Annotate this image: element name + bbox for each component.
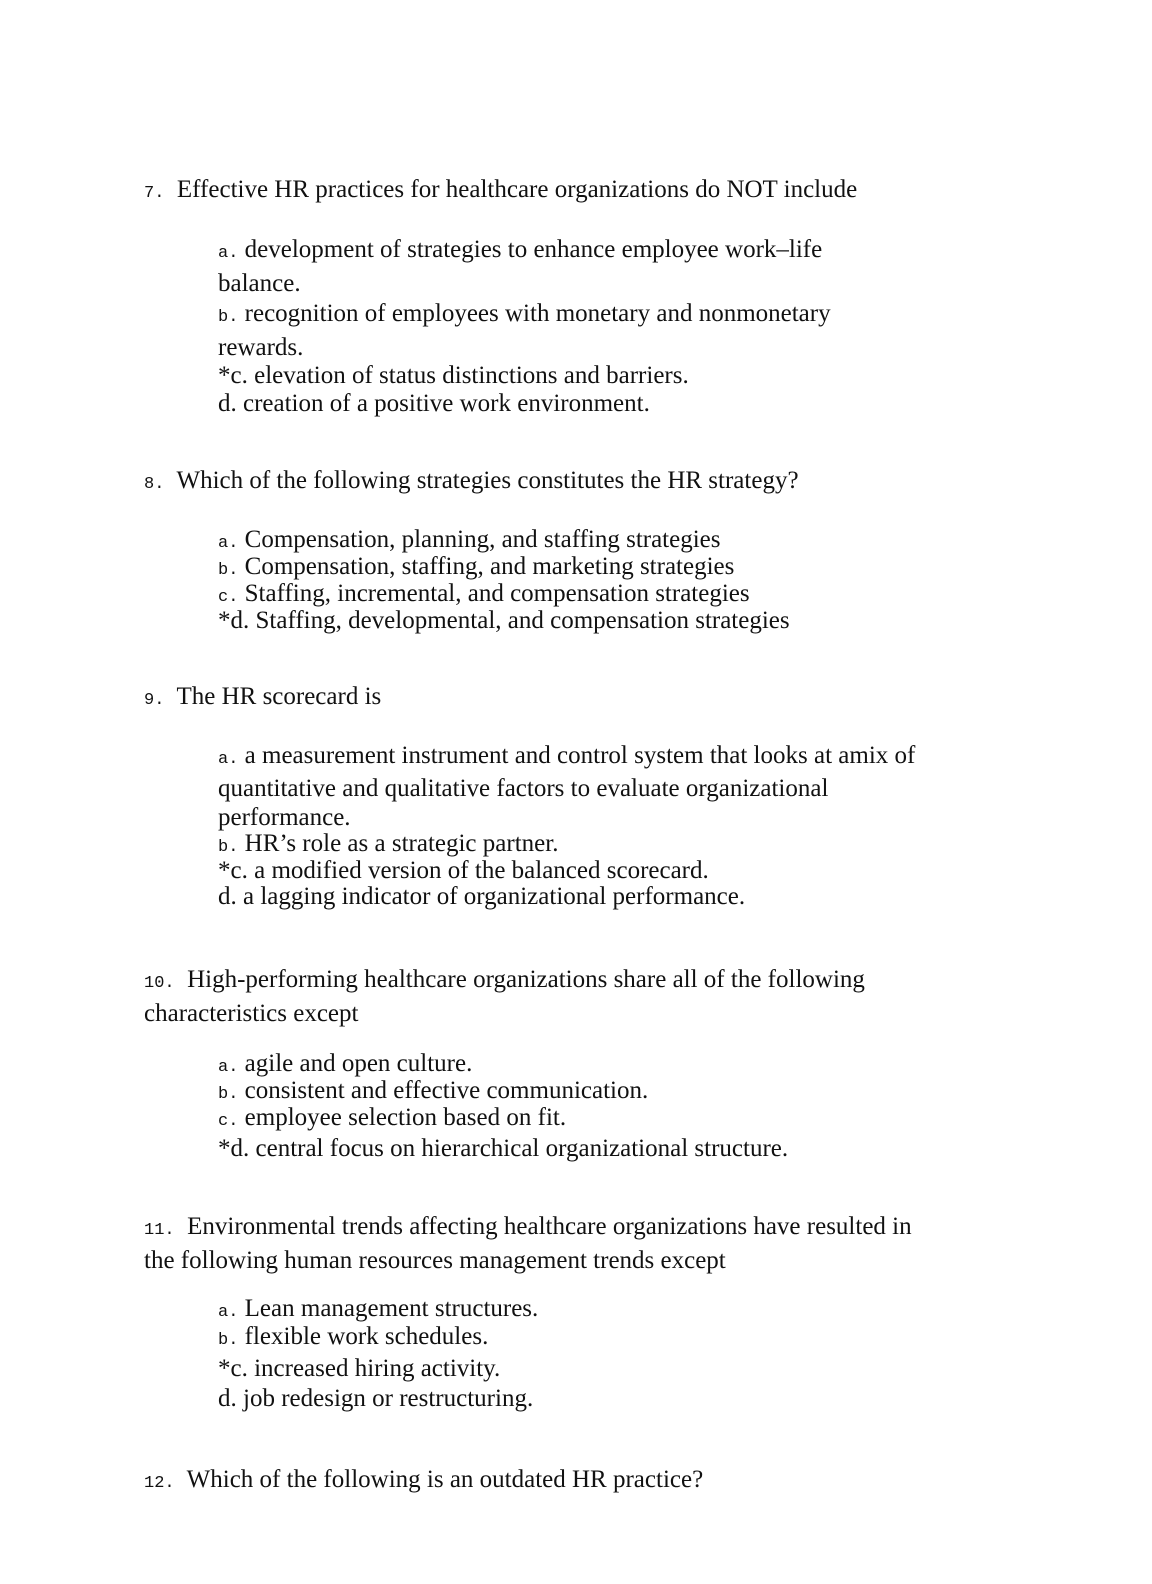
question-stem: Environmental trends affecting healthcare organizations have resulted in the following human resources management trends except: [144, 1213, 912, 1274]
question-11-options: [218, 1297, 963, 1414]
question-10-options: [218, 1052, 963, 1165]
option-letter: b.: [218, 838, 239, 857]
option-text: Lean management structures.: [244, 1295, 539, 1322]
option-d: [218, 389, 868, 419]
option-letter: b.: [218, 1085, 239, 1104]
option-text: d. job redesign or restructuring.: [218, 1385, 534, 1412]
question-12: [144, 1465, 944, 1499]
question-stem: The HR scorecard is: [176, 683, 382, 710]
option-text: HR’s role as a strategic partner.: [244, 830, 559, 857]
option-letter: c.: [218, 1112, 239, 1131]
option-letter: b.: [218, 1331, 239, 1350]
option-b: [218, 299, 868, 363]
option-d: [218, 882, 963, 912]
question-number: 10.: [144, 974, 175, 993]
option-c: [218, 1106, 963, 1133]
option-letter: a.: [218, 1058, 239, 1077]
option-letter: b.: [218, 561, 239, 580]
option-text: employee selection based on fit.: [244, 1104, 567, 1131]
option-text: recognition of employees with monetary and nonmonetary rewards.: [218, 300, 831, 361]
question-stem: High-performing healthcare organizations share all of the following characteristics except: [144, 966, 865, 1027]
question-number: 12.: [144, 1474, 175, 1493]
option-text: Staffing, incremental, and compensation strategies: [244, 580, 750, 607]
question-8: [144, 466, 944, 500]
option-c: [218, 582, 963, 609]
question-stem: Effective HR practices for healthcare organizations do NOT include: [176, 176, 858, 203]
option-letter: c.: [218, 588, 239, 607]
option-a: [218, 1297, 963, 1324]
option-c: [218, 859, 963, 882]
question-9-options: [218, 741, 963, 912]
option-text: a measurement instrument and control system that looks at amix of quantitative and qualitative factors to evaluate organizational performance.: [218, 742, 916, 831]
option-c: [218, 363, 868, 389]
option-text: development of strategies to enhance employee work–life balance.: [218, 236, 823, 297]
option-text: d. a lagging indicator of organizational performance.: [218, 883, 746, 910]
option-b: [218, 832, 963, 859]
question-number: 9.: [144, 691, 165, 710]
question-number: 8.: [144, 475, 165, 494]
option-letter: b.: [218, 308, 239, 327]
option-letter: a.: [218, 244, 239, 263]
option-text: Compensation, planning, and staffing strategies: [244, 526, 721, 553]
option-text: *d. Staffing, developmental, and compensation strategies: [218, 607, 790, 634]
option-text: Compensation, staffing, and marketing strategies: [244, 553, 735, 580]
option-text: flexible work schedules.: [244, 1323, 489, 1350]
option-text: d. creation of a positive work environment.: [218, 390, 650, 417]
option-d: [218, 1384, 963, 1414]
question-number: 11.: [144, 1221, 175, 1240]
option-text: consistent and effective communication.: [244, 1077, 649, 1104]
question-7: [144, 175, 944, 209]
question-11: [144, 1212, 934, 1276]
option-b: [218, 1324, 963, 1354]
option-text: *d. central focus on hierarchical organizational structure.: [218, 1135, 789, 1162]
option-d: [218, 1133, 963, 1165]
option-text: agile and open culture.: [244, 1050, 473, 1077]
question-9: [144, 682, 944, 716]
question-stem: Which of the following strategies constitutes the HR strategy?: [176, 467, 799, 494]
option-letter: a.: [218, 534, 239, 553]
option-letter: a.: [218, 750, 239, 769]
question-number: 7.: [144, 184, 165, 203]
question-8-options: [218, 528, 963, 632]
option-a: [218, 1052, 963, 1079]
option-a: [218, 741, 963, 832]
option-text: *c. increased hiring activity.: [218, 1355, 501, 1382]
option-b: [218, 555, 963, 582]
option-letter: a.: [218, 1303, 239, 1322]
question-10: [144, 965, 904, 1029]
option-a: [218, 235, 868, 299]
option-text: *c. elevation of status distinctions and barriers.: [218, 362, 689, 389]
option-d: [218, 609, 963, 632]
option-c: [218, 1354, 963, 1384]
option-b: [218, 1079, 963, 1106]
question-7-options: [218, 235, 868, 419]
option-text: *c. a modified version of the balanced scorecard.: [218, 857, 709, 884]
option-a: [218, 528, 963, 555]
question-stem: Which of the following is an outdated HR practice?: [186, 1466, 704, 1493]
